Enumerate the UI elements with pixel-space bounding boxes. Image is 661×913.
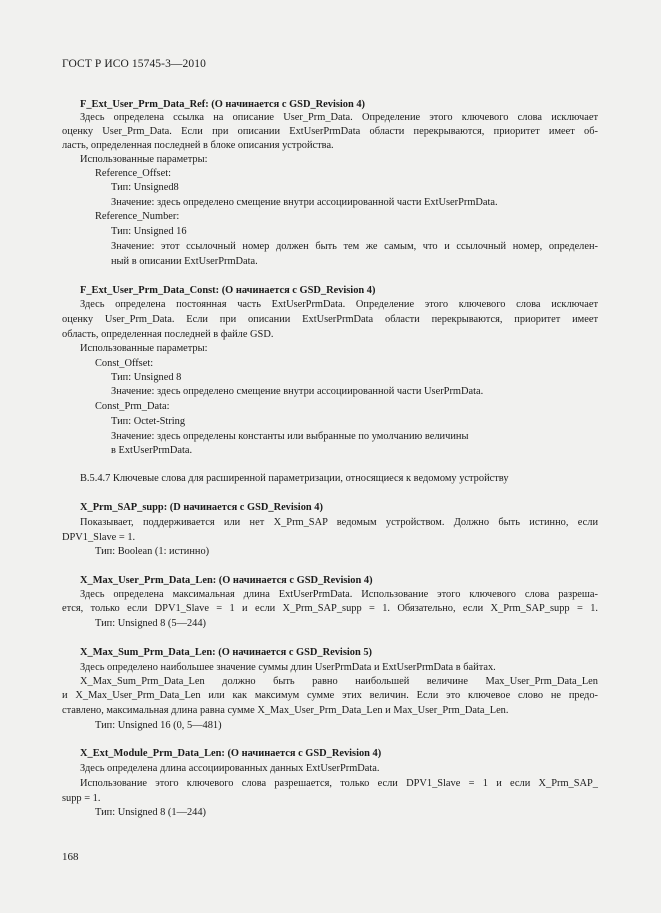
- text-line: ется, только если DPV1_Slave = 1 и если X_Prm_SAP_supp = 1. Обязательно, если X_Prm_SAP_supp = 1.: [62, 603, 598, 614]
- text-line: Тип: Unsigned 8 (1—244): [95, 807, 207, 818]
- text-line: Тип: Unsigned 16 (0, 5—481): [95, 720, 222, 731]
- section-heading: F_Ext_User_Prm_Data_Ref: (О начинается с GSD_Revision 4): [80, 99, 366, 110]
- text-line: в ExtUserPrmData.: [111, 445, 193, 456]
- text-line: Здесь определена максимальная длина ExtUserPrmData. Использование этого ключевого слова разреша-: [80, 589, 598, 600]
- text-line: оценку User_Prm_Data. Если при описании ExtUserPrmData области перекрываются, приоритет имеет об-: [62, 126, 598, 137]
- text-line: B.5.4.7 Ключевые слова для расширенной параметризации, относящиеся к ведомому устройству: [80, 473, 509, 484]
- text-line: область, определенная последней в файле GSD.: [62, 329, 274, 340]
- document-header: ГОСТ Р ИСО 15745-3—2010: [62, 58, 206, 70]
- text-line: Тип: Unsigned 8: [111, 372, 182, 383]
- text-line: Использованные параметры:: [80, 343, 208, 354]
- text-line: Использование этого ключевого слова разрешается, только если DPV1_Slave = 1 и если X_Prm_SAP_: [80, 778, 598, 789]
- text-line: Тип: Unsigned 8 (5—244): [95, 618, 207, 629]
- section-heading: X_Max_Sum_Prm_Data_Len: (О начинается с GSD_Revision 5): [80, 647, 372, 658]
- text-line: ставлено, максимальная длина равна сумме X_Max_User_Prm_Data_Len и Max_User_Prm_Data_Len.: [62, 705, 509, 716]
- text-line: Const_Offset:: [95, 358, 154, 369]
- text-line: Const_Prm_Data:: [95, 401, 170, 412]
- text-line: Значение: этот ссылочный номер должен быть тем же самым, что и ссылочный номер, определен-: [111, 241, 598, 252]
- text-line: Здесь определена длина ассоциированных данных ExtUserPrmData.: [80, 763, 380, 774]
- section-heading: X_Prm_SAP_supp: (D начинается с GSD_Revision 4): [80, 502, 323, 513]
- section-heading: F_Ext_User_Prm_Data_Const: (О начинается с GSD_Revision 4): [80, 285, 376, 296]
- text-line: X_Max_Sum_Prm_Data_Len должно быть равно наибольшей величине Max_User_Prm_Data_Len: [80, 676, 598, 687]
- page-number: 168: [62, 851, 79, 863]
- text-line: Использованные параметры:: [80, 154, 208, 165]
- text-line: Reference_Number:: [95, 211, 180, 222]
- text-line: supp = 1.: [62, 793, 101, 804]
- text-line: ласть, определенная последней в блоке описания устройства.: [62, 140, 334, 151]
- text-line: Тип: Octet-String: [111, 416, 186, 427]
- text-line: Значение: здесь определено смещение внутри ассоциированной части ExtUserPrmData.: [111, 197, 498, 208]
- text-line: Здесь определена ссылка на описание User_Prm_Data. Определение этого ключевого слова исключает: [80, 112, 598, 123]
- text-line: Тип: Boolean (1: истинно): [95, 546, 210, 557]
- section-heading: X_Ext_Module_Prm_Data_Len: (О начинается с GSD_Revision 4): [80, 748, 382, 759]
- text-line: Reference_Offset:: [95, 168, 171, 179]
- text-line: DPV1_Slave = 1.: [62, 532, 136, 543]
- text-line: Показывает, поддерживается или нет X_Prm_SAP ведомым устройством. Должно быть истинно, если: [80, 517, 598, 528]
- text-line: Здесь определено наибольшее значение суммы длин UserPrmData и ExtUserPrmData в байтах.: [80, 662, 496, 673]
- text-line: ный в описании ExtUserPrmData.: [111, 256, 258, 267]
- text-line: Значение: здесь определено смещение внутри ассоциированной части UserPrmData.: [111, 386, 484, 397]
- text-line: Тип: Unsigned 16: [111, 226, 187, 237]
- text-line: Здесь определена постоянная часть ExtUserPrmData. Определение этого ключевого слова исключает: [80, 299, 598, 310]
- text-line: Значение: здесь определены константы или выбранные по умолчанию величины: [111, 431, 469, 442]
- section-heading: X_Max_User_Prm_Data_Len: (О начинается с GSD_Revision 4): [80, 575, 373, 586]
- text-line: и X_Max_User_Prm_Data_Len или как максимум сумме этих величин. Если это ключевое слово не предо-: [62, 690, 598, 701]
- text-line: Тип: Unsigned8: [111, 182, 179, 193]
- text-line: оценку User_Prm_Data. Если при описании ExtUserPrmData области перекрываются, приоритет имеет: [62, 314, 598, 325]
